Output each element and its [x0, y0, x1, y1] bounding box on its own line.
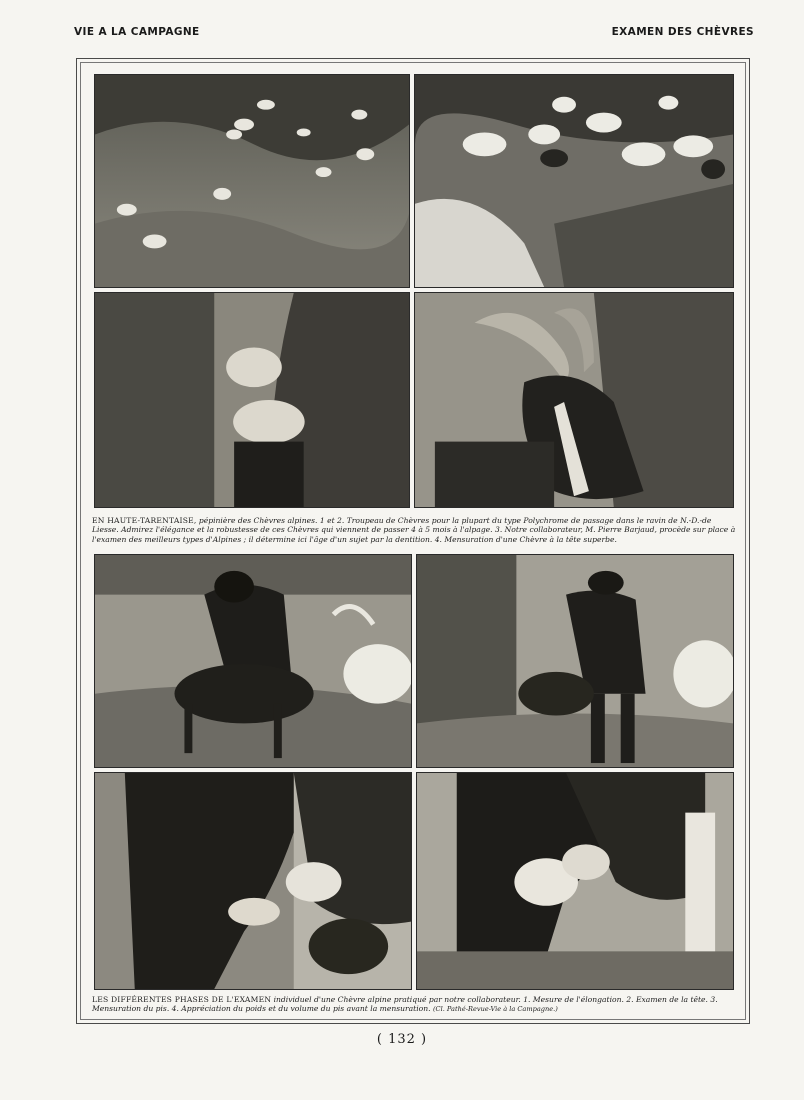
photo-credit: (Cl. Pathé-Revue-Vie à la Campagne.) — [432, 1005, 558, 1014]
running-head-left: VIE A LA CAMPAGNE — [74, 26, 200, 38]
photo-head-examination — [416, 554, 734, 768]
bottom-caption-lead: LES DIFFÉRENTES PHASES DE L'EXAMEN — [92, 995, 272, 1004]
bottom-caption — [92, 995, 740, 1015]
top-caption-lead: EN HAUTE-TARENTAISE, — [92, 516, 197, 525]
photo-goat-herd-hillside — [94, 74, 410, 288]
photo-elongation-measure — [94, 554, 412, 768]
photo-goat-herd-stream — [414, 74, 734, 288]
bottom-caption-text: individuel d'une Chèvre alpine pratiqué par notre collaborateur. 1. Mesure de l'élongation. 2. Examen de la tête. 3. Mensuration du pis. 4. Appréciation du poids et du volume du pis avant la mensuration. — [92, 995, 718, 1014]
photo-horned-goat-head — [414, 292, 734, 508]
running-head-right: EXAMEN DES CHÈVRES — [611, 26, 754, 38]
photo-teeth-examination — [94, 292, 410, 508]
top-caption — [92, 516, 736, 544]
page-number: ( 132 ) — [376, 1032, 428, 1047]
photo-udder-weight — [416, 772, 734, 990]
photo-udder-measure — [94, 772, 412, 990]
top-caption-text: pépinière des Chèvres alpines. 1 et 2. Troupeau de Chèvres pour la plupart du type Polychrome de passage dans le ravin de N.-D.-de Liesse. Admirez l'élégance et la robustesse de ces Chèvres qui viennent de passer 4 à 5 mois à l'alpage. 3. Notre collaborateur, M. Pierre Barjaud, procède sur place à l'examen des meilleurs types d'Alpines ; il détermine ici l'âge d'un sujet par la dentition. 4. Mensuration d'une Chèvre à la tête superbe. — [92, 516, 736, 544]
